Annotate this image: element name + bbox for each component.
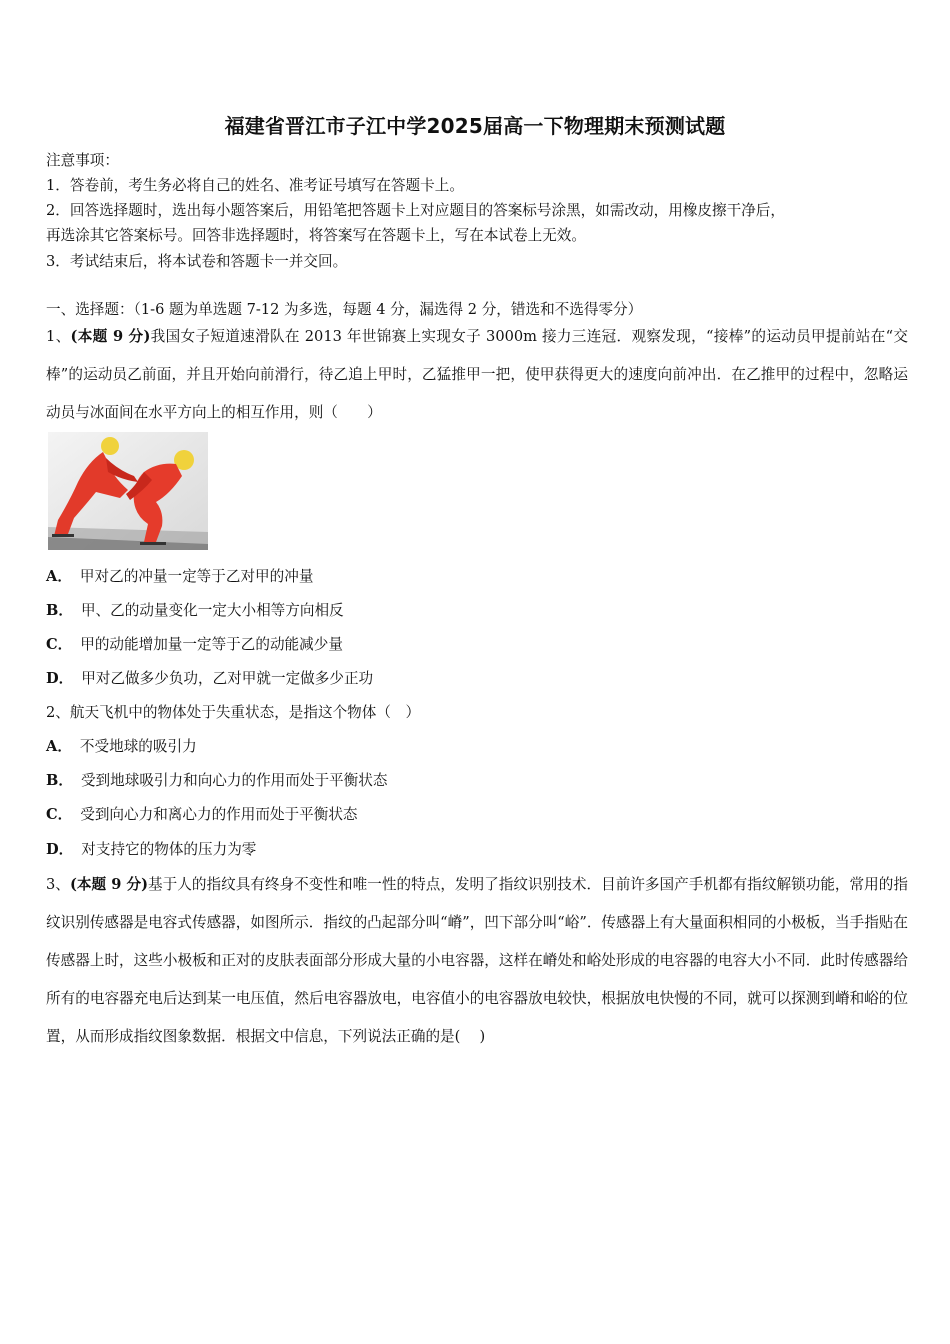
option-text: 甲对乙的冲量一定等于乙对甲的冲量 [79, 568, 314, 585]
question-tag: (本题 9 分) [69, 876, 148, 893]
notice-item: 再选涂其它答案标号。回答非选择题时，将答案写在答题卡上，写在本试卷上无效。 [46, 227, 586, 244]
question-number: 3、 [46, 876, 70, 893]
question-2: 2、航天飞机中的物体处于失重状态，是指这个物体（ ） [46, 704, 421, 721]
option-text: 甲、乙的动量变化一定大小相等方向相反 [80, 602, 344, 619]
section-heading: 一、选择题：（1-6 题为单选题 7-12 为多选，每题 4 分，漏选得 2 分，错选和不选得零分） [46, 301, 643, 318]
q1-option-b [46, 601, 906, 621]
question-text: 我国女子短道速滑队在 2013 年世锦赛上实现女子 3000m 接力三连冠．观察发现，“接棒”的运动员甲提前站在“交棒”的运动员乙前面，并且开始向前滑行，待乙追上甲时，乙猛推甲一把，使甲获得更大的速度向前冲出．在乙推甲的过程中，忽略运动员与冰面间在水平方向上的相互作用，则（ ） [46, 328, 908, 421]
option-text: 不受地球的吸引力 [79, 738, 197, 755]
notice-item: 1．答卷前，考生务必将自己的姓名、准考证号填写在答题卡上。 [46, 177, 464, 194]
option-letter: B． [46, 602, 73, 619]
option-text: 甲的动能增加量一定等于乙的动能减少量 [80, 636, 343, 653]
q2-option-a [46, 737, 906, 757]
option-letter: D． [46, 670, 74, 687]
option-letter: D． [46, 841, 74, 858]
q1-option-d [46, 669, 906, 689]
notice-item: 2．回答选择题时，选出每小题答案后，用铅笔把答题卡上对应题目的答案标号涂黑，如需改动，用橡皮擦干净后， [46, 202, 785, 219]
option-letter: C． [46, 636, 73, 653]
option-letter: B． [46, 772, 73, 789]
question-text: 基于人的指纹具有终身不变性和唯一性的特点，发明了指纹识别技术．目前许多国产手机都有指纹解锁功能，常用的指纹识别传感器是电容式传感器，如图所示．指纹的凸起部分叫“嵴”，凹下部分叫“峪”．传感器上有大量面积相同的小极板，当手指贴在传感器上时，这些小极板和正对的皮肤表面部分形成大量的小电容器，这样在嵴处和峪处形成的电容器的电容大小不同．此时传感器给所有的电容器充电后达到某一电压值，然后电容器放电，电容值小的电容器放电较快，根据放电快慢的不同，就可以探测到嵴和峪的位置，从而形成指纹图象数据．根据文中信息，下列说法正确的是( ) [46, 876, 908, 1045]
option-letter: C． [46, 806, 73, 823]
page-title: 福建省晋江市子江中学2025届高一下物理期末预测试题 [224, 114, 726, 138]
question-number: 1、 [46, 328, 71, 345]
notice-item: 3．考试结束后，将本试卷和答题卡一并交回。 [46, 253, 348, 270]
option-text: 对支持它的物体的压力为零 [81, 841, 257, 858]
option-text: 受到向心力和离心力的作用而处于平衡状态 [80, 806, 358, 823]
q2-option-d [46, 840, 906, 860]
question-tag: (本题 9 分) [70, 328, 151, 345]
q1-option-a [46, 567, 906, 587]
option-text: 甲对乙做多少负功，乙对甲就一定做多少正功 [81, 670, 374, 687]
option-letter: A． [46, 568, 72, 585]
question-1 [46, 318, 908, 432]
speed-skaters-photo [48, 432, 208, 550]
q2-option-c [46, 805, 906, 825]
question-3 [46, 866, 908, 1056]
notice-heading: 注意事项： [46, 152, 119, 169]
q2-option-b [46, 771, 906, 791]
option-letter: A． [46, 738, 72, 755]
q1-option-c [46, 635, 906, 655]
option-text: 受到地球吸引力和向心力的作用而处于平衡状态 [80, 772, 388, 789]
